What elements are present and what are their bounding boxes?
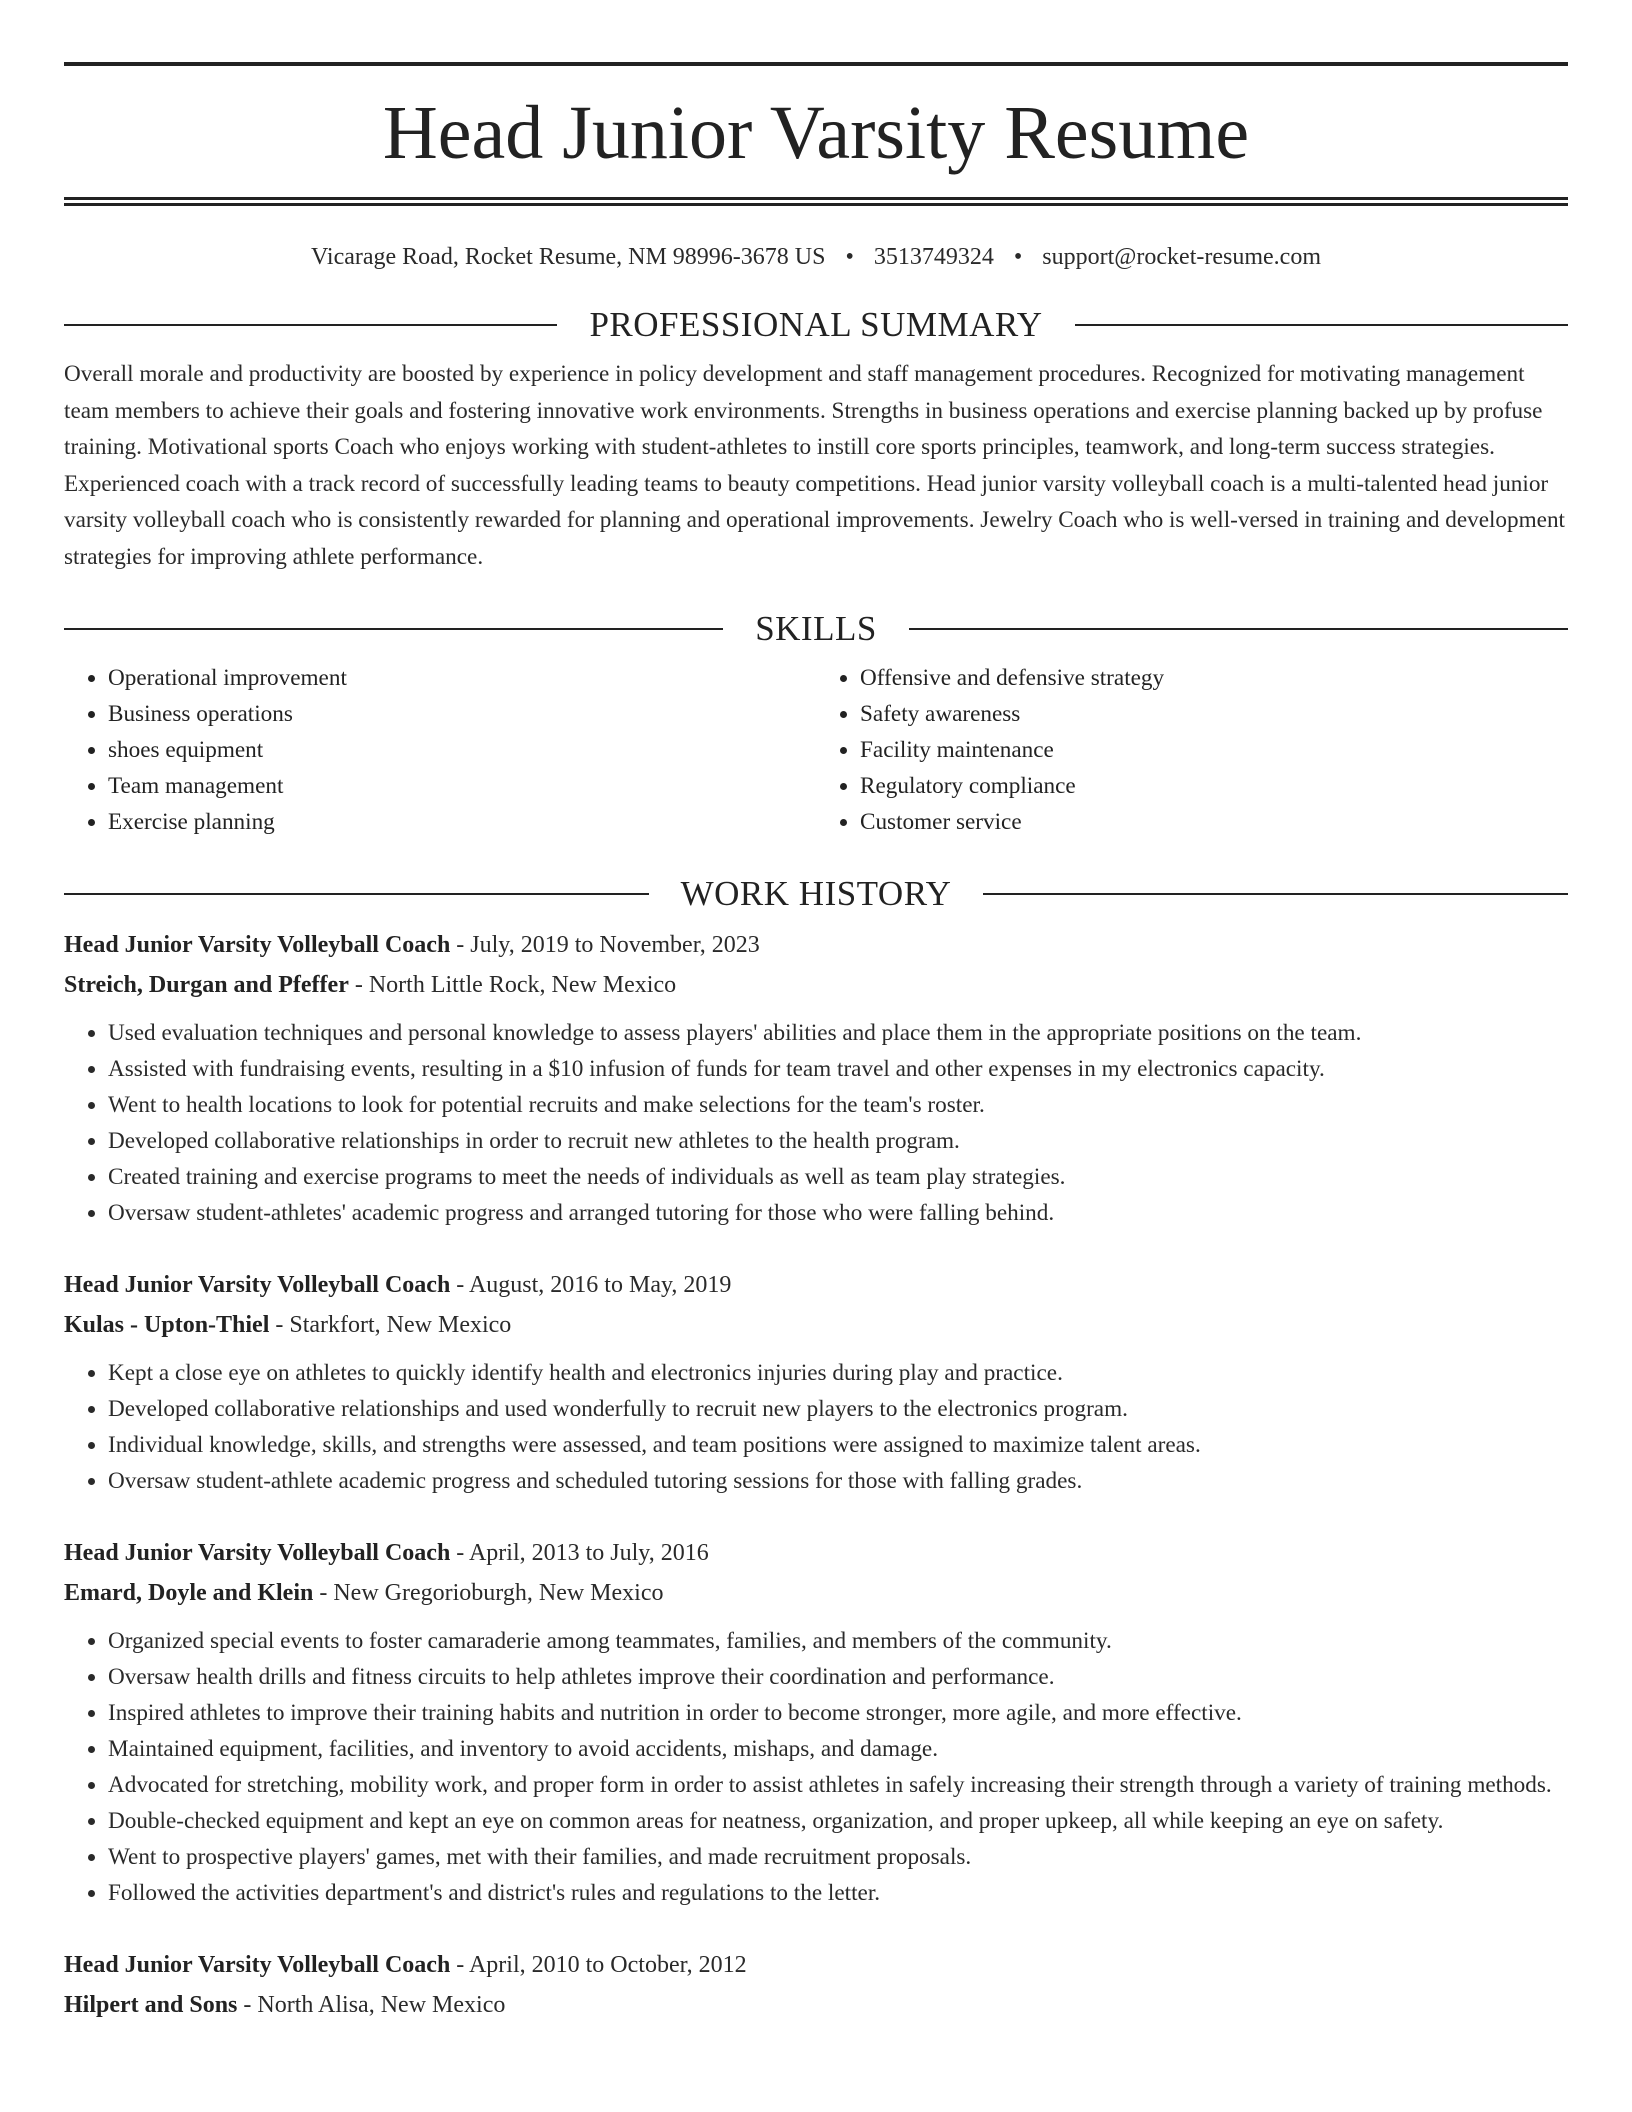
heading-rule: [64, 324, 557, 326]
job-bullet: • Maintained equipment, facilities, and inventory to avoid accidents, mishaps, and damage.: [108, 1731, 1568, 1767]
contact-address: Vicarage Road, Rocket Resume, NM 98996-3678 US: [311, 244, 826, 271]
job-location: - North Little Rock, New Mexico: [348, 972, 677, 999]
job-entry: [64, 1533, 1568, 1911]
job-dates: - April, 2013 to July, 2016: [450, 1540, 709, 1567]
job-title: Head Junior Varsity Volleyball Coach: [64, 1540, 451, 1567]
job-entry: [64, 1945, 1568, 2025]
heading-rule: [64, 628, 723, 630]
job-title-line: [64, 925, 1568, 965]
skill-item: • Safety awareness: [860, 696, 1568, 732]
top-rule: [64, 62, 1568, 66]
job-bullet: • Inspired athletes to improve their training habits and nutrition in order to become stronger, more agile, and more effective.: [108, 1695, 1568, 1731]
heading-rule: [64, 893, 649, 895]
contact-email: support@rocket-resume.com: [1042, 244, 1321, 271]
job-entry: [64, 1265, 1568, 1499]
skill-item: • shoes equipment: [108, 732, 816, 768]
job-bullet: • Developed collaborative relationships in order to recruit new athletes to the health program.: [108, 1123, 1568, 1159]
section-title: SKILLS: [755, 609, 877, 649]
job-bullet: • Advocated for stretching, mobility work, and proper form in order to assist athletes in safely increasing their strength through a variety of training methods.: [108, 1767, 1568, 1803]
contact-separator: •: [845, 244, 854, 271]
job-company: Hilpert and Sons: [64, 1992, 238, 2019]
job-bullets: [64, 1015, 1568, 1231]
job-dates: - August, 2016 to May, 2019: [450, 1272, 732, 1299]
job-bullet: • Went to prospective players' games, met with their families, and made recruitment proposals.: [108, 1839, 1568, 1875]
job-title-line: [64, 1533, 1568, 1573]
skill-item: • Customer service: [860, 804, 1568, 840]
job-title: Head Junior Varsity Volleyball Coach: [64, 932, 451, 959]
job-bullets: [64, 1355, 1568, 1499]
title-double-rule: [64, 197, 1568, 206]
job-title: Head Junior Varsity Volleyball Coach: [64, 1952, 451, 1979]
job-company-line: [64, 965, 1568, 1005]
resume-title: Head Junior Varsity Resume: [382, 91, 1250, 175]
job-bullet: • Kept a close eye on athletes to quickly identify health and electronics injuries during play and practice.: [108, 1355, 1568, 1391]
job-bullet: • Assisted with fundraising events, resulting in a $10 infusion of funds for team travel and other expenses in my electronics capacity.: [108, 1051, 1568, 1087]
job-bullet: • Organized special events to foster camaraderie among teammates, families, and members of the community.: [108, 1623, 1568, 1659]
skills-column-left: [64, 660, 816, 840]
job-title-line: [64, 1265, 1568, 1305]
job-company-line: [64, 1985, 1568, 2025]
heading-rule: [1075, 324, 1568, 326]
job-bullet: • Individual knowledge, skills, and strengths were assessed, and team positions were assigned to maximize talent areas.: [108, 1427, 1568, 1463]
section-title: WORK HISTORY: [680, 874, 952, 914]
job-bullet: • Went to health locations to look for potential recruits and make selections for the team's roster.: [108, 1087, 1568, 1123]
skill-item: • Regulatory compliance: [860, 768, 1568, 804]
section-heading-summary: [64, 305, 1568, 345]
job-entry: [64, 925, 1568, 1231]
skill-item: • Business operations: [108, 696, 816, 732]
job-company-line: [64, 1573, 1568, 1613]
skills-list: [64, 660, 1568, 840]
job-dates: - July, 2019 to November, 2023: [450, 932, 760, 959]
job-company: Streich, Durgan and Pfeffer: [64, 972, 349, 999]
contact-line: [64, 244, 1568, 271]
section-heading-work: [64, 874, 1568, 914]
job-bullet: • Developed collaborative relationships and used wonderfully to recruit new players to the electronics program.: [108, 1391, 1568, 1427]
heading-rule: [983, 893, 1568, 895]
job-location: - New Gregorioburgh, New Mexico: [313, 1580, 664, 1607]
job-bullet: • Used evaluation techniques and personal knowledge to assess players' abilities and place them in the appropriate positions on the team.: [108, 1015, 1568, 1051]
skill-item: • Team management: [108, 768, 816, 804]
summary-text: Overall morale and productivity are boosted by experience in policy development and staff management procedures. Recognized for motivating management team members to achieve their goals and fostering innovative work environments. Strengths in business operations and exercise planning backed up by profuse training. Motivational sports Coach who enjoys working with student-athletes to instill core sports principles, teamwork, and long-term success strategies. Experienced coach with a track record of successfully leading teams to beauty competitions. Head junior varsity volleyball coach is a multi-talented head junior varsity volleyball coach who is consistently rewarded for planning and operational improvements. Jewelry Coach who is well-versed in training and development strategies for improving athlete performance.: [64, 361, 1565, 570]
job-bullet: • Followed the activities department's and district's rules and regulations to the letter.: [108, 1875, 1568, 1911]
job-bullet: • Oversaw student-athletes' academic progress and arranged tutoring for those who were falling behind.: [108, 1195, 1568, 1231]
job-bullets: [64, 1623, 1568, 1911]
section-title: PROFESSIONAL SUMMARY: [589, 305, 1043, 345]
job-bullet: • Double-checked equipment and kept an eye on common areas for neatness, organization, and proper upkeep, all while keeping an eye on safety.: [108, 1803, 1568, 1839]
job-location: - North Alisa, New Mexico: [237, 1992, 506, 2019]
contact-phone: 3513749324: [873, 244, 994, 271]
skill-item: • Operational improvement: [108, 660, 816, 696]
heading-rule: [909, 628, 1568, 630]
contact-separator: •: [1013, 244, 1023, 271]
job-bullet: • Oversaw health drills and fitness circuits to help athletes improve their coordination and performance.: [108, 1659, 1568, 1695]
job-title: Head Junior Varsity Volleyball Coach: [64, 1272, 451, 1299]
skills-column-right: [816, 660, 1568, 840]
job-bullet: • Oversaw student-athlete academic progress and scheduled tutoring sessions for those with falling grades.: [108, 1463, 1568, 1499]
skill-item: • Offensive and defensive strategy: [860, 660, 1568, 696]
job-company: Kulas - Upton-Thiel: [64, 1312, 270, 1339]
section-heading-skills: [64, 609, 1568, 649]
job-dates: - April, 2010 to October, 2012: [450, 1952, 747, 1979]
job-bullet: • Created training and exercise programs to meet the needs of individuals as well as team play strategies.: [108, 1159, 1568, 1195]
job-location: - Starkfort, New Mexico: [269, 1312, 512, 1339]
job-company-line: [64, 1305, 1568, 1345]
skill-item: • Exercise planning: [108, 804, 816, 840]
job-company: Emard, Doyle and Klein: [64, 1580, 314, 1607]
skill-item: • Facility maintenance: [860, 732, 1568, 768]
job-title-line: [64, 1945, 1568, 1985]
